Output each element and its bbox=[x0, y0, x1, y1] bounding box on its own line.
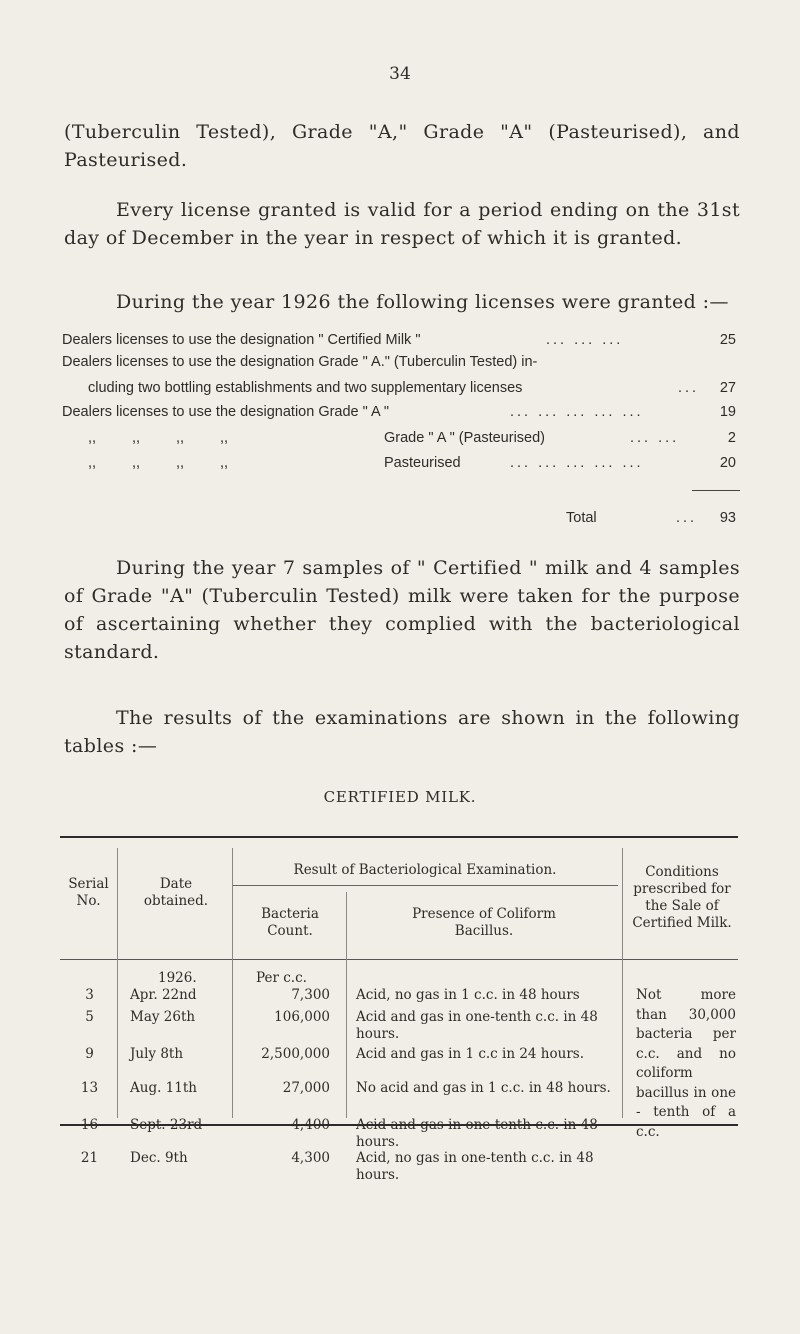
license-line-pasteurised bbox=[62, 455, 740, 471]
ditto-mark: ,, bbox=[220, 455, 229, 471]
paragraph-samples: During the year 7 samples of " Certified " milk and 4 samples of Grade "A" (Tuberculin Tested) milk were taken for the purpose of ascertaining whether they complied with the bacteriological standard. bbox=[64, 557, 740, 663]
license-line-grade-a bbox=[62, 404, 740, 420]
license-count: 25 bbox=[719, 332, 736, 348]
total-rule bbox=[692, 490, 740, 491]
cell-serial: 21 bbox=[80, 1150, 99, 1166]
license-line-grade-a-tt-a bbox=[62, 354, 740, 370]
header-coliform: Presence of Coliform Bacillus. bbox=[412, 906, 556, 939]
leader-dots: ... bbox=[678, 380, 700, 396]
license-line-grade-a-tt-b bbox=[88, 380, 740, 396]
cell-count: 27,000 bbox=[282, 1080, 330, 1096]
column-divider bbox=[622, 848, 623, 1118]
cell-serial: 13 bbox=[80, 1080, 99, 1096]
license-label: Grade " A " (Pasteurised) bbox=[384, 430, 546, 446]
column-divider bbox=[117, 848, 118, 1118]
license-line-certified bbox=[62, 332, 740, 348]
cell-coliform: Acid, no gas in one-tenth c.c. in 48 hours. bbox=[356, 1150, 594, 1183]
license-count: 27 bbox=[719, 380, 736, 396]
ditto-mark: ,, bbox=[132, 430, 141, 446]
cell-serial: 16 bbox=[80, 1117, 99, 1133]
header-result: Result of Bacteriological Examination. bbox=[293, 862, 557, 878]
cell-serial: 9 bbox=[85, 1046, 94, 1062]
leader-dots: ... ... ... ... ... bbox=[510, 404, 644, 420]
header-serial: Serial No. bbox=[68, 876, 109, 909]
cell-count: 7,300 bbox=[291, 987, 330, 1003]
cell-date: Dec. 9th bbox=[130, 1150, 188, 1166]
paragraph-license-validity: Every license granted is valid for a period ending on the 31st day of December in the year in respect of which it is granted. bbox=[64, 199, 740, 249]
cell-serial: 3 bbox=[85, 987, 94, 1003]
cell-count: 4,400 bbox=[291, 1117, 330, 1133]
ditto-mark: ,, bbox=[88, 455, 97, 471]
license-count: 20 bbox=[719, 455, 736, 471]
ditto-mark: ,, bbox=[88, 430, 97, 446]
cell-date: Aug. 11th bbox=[130, 1080, 197, 1096]
paragraph-continuation: (Tuberculin Tested), Grade "A," Grade "A" (Pasteurised), and Pasteurised. bbox=[64, 121, 740, 171]
ditto-mark: ,, bbox=[176, 430, 185, 446]
cell-date: July 8th bbox=[130, 1046, 184, 1062]
year-label: 1926. bbox=[158, 970, 197, 986]
unit-label: Per c.c. bbox=[256, 970, 307, 986]
leader-dots: ... ... ... bbox=[546, 332, 624, 348]
table-top-rule bbox=[60, 836, 738, 838]
cell-coliform: Acid and gas in 1 c.c in 24 hours. bbox=[356, 1046, 584, 1062]
cell-coliform: Acid and gas in one-tenth c.c. in 48 hours. bbox=[356, 1009, 598, 1042]
license-line-grade-a-pasteurised bbox=[62, 430, 740, 446]
header-bottom-rule bbox=[60, 959, 738, 960]
subheader-rule bbox=[232, 885, 618, 886]
table-title: CERTIFIED MILK. bbox=[323, 788, 477, 806]
header-conditions: Conditions prescribed for the Sale of Certified Milk. bbox=[632, 864, 732, 931]
license-label: Dealers licenses to use the designation Grade " A." (Tuberculin Tested) in- bbox=[62, 354, 538, 370]
cell-date: Sept. 23rd bbox=[130, 1117, 203, 1133]
total-label: Total bbox=[566, 510, 597, 526]
cell-date: Apr. 22nd bbox=[130, 987, 197, 1003]
cell-coliform: No acid and gas in 1 c.c. in 48 hours. bbox=[356, 1080, 611, 1096]
cell-coliform: Acid, no gas in 1 c.c. in 48 hours bbox=[356, 987, 580, 1003]
ditto-mark: ,, bbox=[220, 430, 229, 446]
leader-dots: ... ... ... ... ... bbox=[510, 455, 644, 471]
ditto-mark: ,, bbox=[176, 455, 185, 471]
cell-count: 106,000 bbox=[274, 1009, 330, 1025]
license-label: Dealers licenses to use the designation Grade " A " bbox=[62, 404, 390, 420]
page-number: 34 bbox=[389, 64, 411, 84]
cell-coliform: Acid and gas in one-tenth c.c. in 48 hours. bbox=[356, 1117, 598, 1150]
cell-serial: 5 bbox=[85, 1009, 94, 1025]
license-count: 19 bbox=[719, 404, 736, 420]
total-count: 93 bbox=[719, 510, 736, 526]
column-divider bbox=[346, 892, 347, 1118]
header-date: Date obtained. bbox=[143, 876, 209, 909]
cell-count: 4,300 bbox=[291, 1150, 330, 1166]
license-label: Dealers licenses to use the designation " Certified Milk " bbox=[62, 332, 421, 348]
conditions-text: Not more than 30,000 bacteria per c.c. and no coliform bacillus in one - tenth of a c.c. bbox=[636, 987, 736, 1140]
license-count: 2 bbox=[727, 430, 736, 446]
cell-date: May 26th bbox=[130, 1009, 196, 1025]
license-label: cluding two bottling establishments and two supplementary licenses bbox=[88, 380, 523, 396]
ditto-mark: ,, bbox=[132, 455, 141, 471]
cell-count: 2,500,000 bbox=[261, 1046, 330, 1062]
paragraph-results-intro: The results of the examinations are shown in the following tables :— bbox=[64, 707, 740, 757]
paragraph-licenses-intro: During the year 1926 the following licenses were granted :— bbox=[116, 291, 729, 313]
leader-dots: ... bbox=[676, 510, 698, 526]
header-count: Bacteria Count. bbox=[261, 906, 319, 939]
leader-dots: ... ... bbox=[630, 430, 680, 446]
license-label: Pasteurised bbox=[384, 455, 461, 471]
